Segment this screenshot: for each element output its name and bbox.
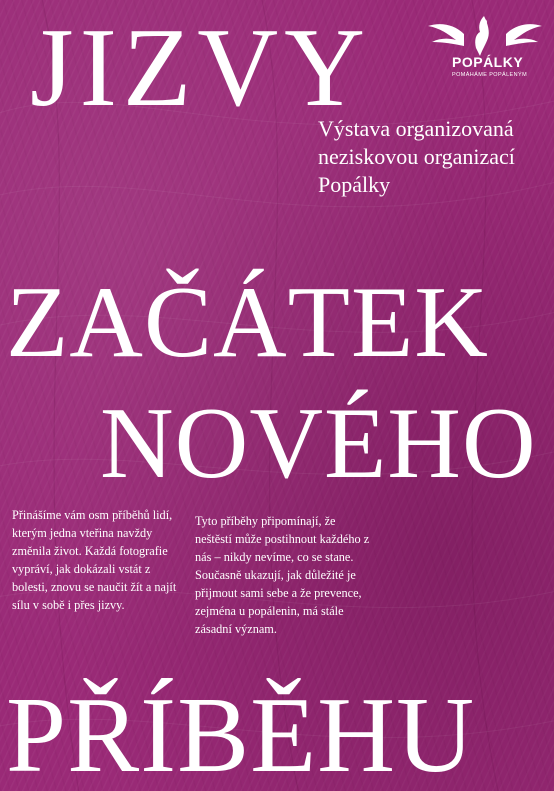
logo-name: POPÁLKY	[452, 54, 524, 70]
exhibition-subtitle: Výstava organizovaná neziskovou organizací Popálky	[318, 116, 515, 197]
logo-tagline: POMÁHÁME POPÁLENÝM	[452, 72, 528, 78]
body-paragraph-left: Přinášíme vám osm příběhů lidí, kterým jedna vteřina navždy změnila život. Každá fotografie vypráví, jak dokázali vstát z bolesti, znovu se naučit žít a najít sílu v sobě i přes jizvy.	[12, 508, 177, 612]
headline-noveho: NOVÉHO	[100, 387, 537, 500]
body-paragraph-right: Tyto příběhy připomínají, že neštěstí může postihnout každého z nás – nikdy nevíme, co se stane. Současně ukazují, jak důležité je přijmout sami sebe a že prevence, zejména u popálenin, má stále zásadní význam.	[195, 514, 370, 636]
popalky-logo	[426, 14, 544, 86]
headline-zacatek: ZAČÁTEK	[6, 266, 489, 379]
headline-pribehu: PŘÍBĚHU	[6, 676, 476, 791]
phoenix-icon	[426, 14, 544, 58]
headline-jizvy: JIZVY	[30, 6, 372, 130]
